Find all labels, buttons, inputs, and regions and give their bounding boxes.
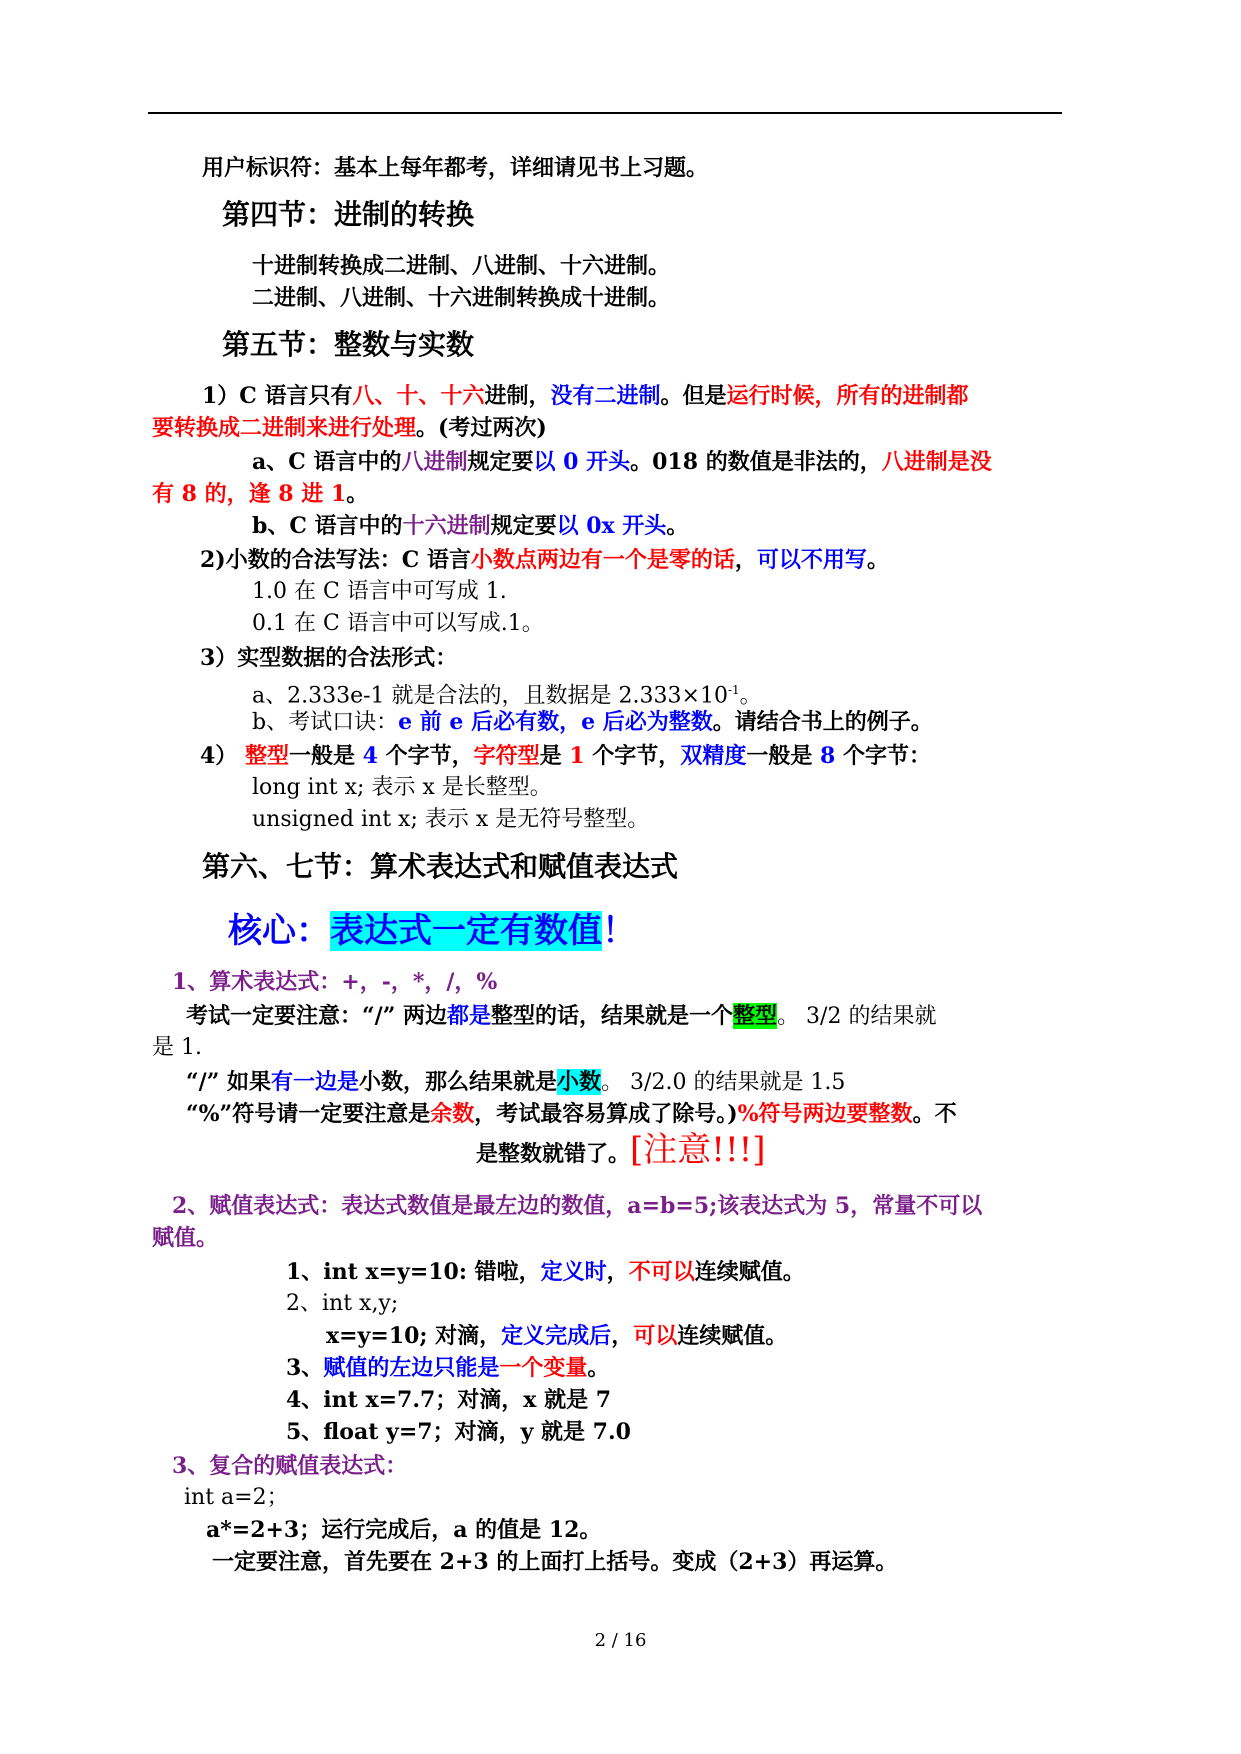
text-base-to-decimal: 二进制、八进制、十六进制转换成十进制。 xyxy=(252,285,671,311)
compound-example-op: a*=2+3；运行完成后，a 的值是 12。 xyxy=(206,1517,602,1543)
compound-example-decl: int a=2； xyxy=(184,1485,289,1510)
compound-example-note: 一定要注意，首先要在 2+3 的上面打上括号。变成（2+3）再运算。 xyxy=(212,1549,898,1575)
arith-expr-heading: 1、算术表达式：+，-，*，/，% xyxy=(172,969,498,995)
header-rule xyxy=(148,112,1062,114)
division-float-note: “/” 如果有一边是小数，那么结果就是小数。 3/2.0 的结果就是 1.5 xyxy=(186,1069,846,1095)
octal-rule-line-2: 有 8 的，逢 8 进 1。 xyxy=(152,481,369,507)
assign-rule-4: 4、int x=7.7；对滴，x 就是 7 xyxy=(286,1387,612,1413)
assign-expr-heading-cont: 赋值。 xyxy=(152,1225,219,1251)
real-example-b: b、考试口诀：e 前 e 后必有数，e 后必为整数。请结合书上的例子。 xyxy=(252,709,933,735)
para-1-line-1: 1）C 语言只有八、十、十六进制，没有二进制。但是运行时候，所有的进制都 xyxy=(202,383,969,409)
assign-rule-2-cont: x=y=10; 对滴，定义完成后，可以连续赋值。 xyxy=(326,1323,788,1349)
assign-rule-1: 1、int x=y=10: 错啦，定义时，不可以连续赋值。 xyxy=(286,1259,805,1285)
para-1-line-2: 要转换成二进制来进行处理。(考过两次) xyxy=(152,415,547,441)
decimal-example-1: 1.0 在 C 语言中可写成 1. xyxy=(252,579,507,604)
assign-rule-2: 2、int x,y; xyxy=(286,1291,399,1316)
octal-rule-line-1: a、C 语言中的八进制规定要以 0 开头。018 的数值是非法的，八进制是没 xyxy=(252,449,992,475)
assign-rule-5: 5、float y=7；对滴，y 就是 7.0 xyxy=(286,1419,631,1445)
real-legal-form: 3）实型数据的合法形式： xyxy=(200,645,458,671)
page-number: 2 / 16 xyxy=(594,1630,647,1651)
decimal-legal-form: 2)小数的合法写法：C 语言小数点两边有一个是零的话，可以不用写。 xyxy=(200,547,889,573)
real-example-a: a、2.333e-1 就是合法的，且数据是 $2.333\times 10^{-1}$。 xyxy=(252,683,762,709)
core-statement: 核心：表达式一定有数值！ xyxy=(228,911,636,951)
text-decimal-to-base: 十进制转换成二进制、八进制、十六进制。 xyxy=(252,253,671,279)
modulo-note-line-1: “%”符号请一定要注意是余数，考试最容易算成了除号。)%符号两边要整数。不 xyxy=(186,1101,957,1127)
unsigned-int-example: unsigned int x; 表示 x 是无符号整型。 xyxy=(252,807,650,832)
assign-expr-heading: 2、赋值表达式：表达式数值是最左边的数值，a=b=5;该表达式为 5，常量不可以 xyxy=(172,1193,983,1219)
section-5-heading: 第五节：整数与实数 xyxy=(222,328,475,361)
hex-rule: b、C 语言中的十六进制规定要以 0x 开头。 xyxy=(252,513,689,539)
assign-rule-3: 3、赋值的左边只能是一个变量。 xyxy=(286,1355,610,1381)
modulo-note-line-2: 是整数就错了。[注意!!!] xyxy=(476,1130,766,1170)
text-user-identifier: 用户标识符：基本上每年都考，详细请见书上习题。 xyxy=(202,155,709,181)
long-int-example: long int x; 表示 x 是长整型。 xyxy=(252,775,552,800)
compound-assign-heading: 3、复合的赋值表达式： xyxy=(172,1453,408,1479)
division-note-line-2: 是 1. xyxy=(152,1035,202,1060)
division-note-line-1: 考试一定要注意：“/” 两边都是整型的话，结果就是一个整型。 3/2 的结果就 xyxy=(186,1003,937,1029)
type-sizes: 4） 整型一般是 4 个字节，字符型是 1 个字节，双精度一般是 8 个字节： xyxy=(200,743,931,769)
section-4-heading: 第四节：进制的转换 xyxy=(222,198,475,231)
decimal-example-2: 0.1 在 C 语言中可以写成.1。 xyxy=(252,611,544,636)
section-6-7-heading: 第六、七节：算术表达式和赋值表达式 xyxy=(202,850,679,883)
